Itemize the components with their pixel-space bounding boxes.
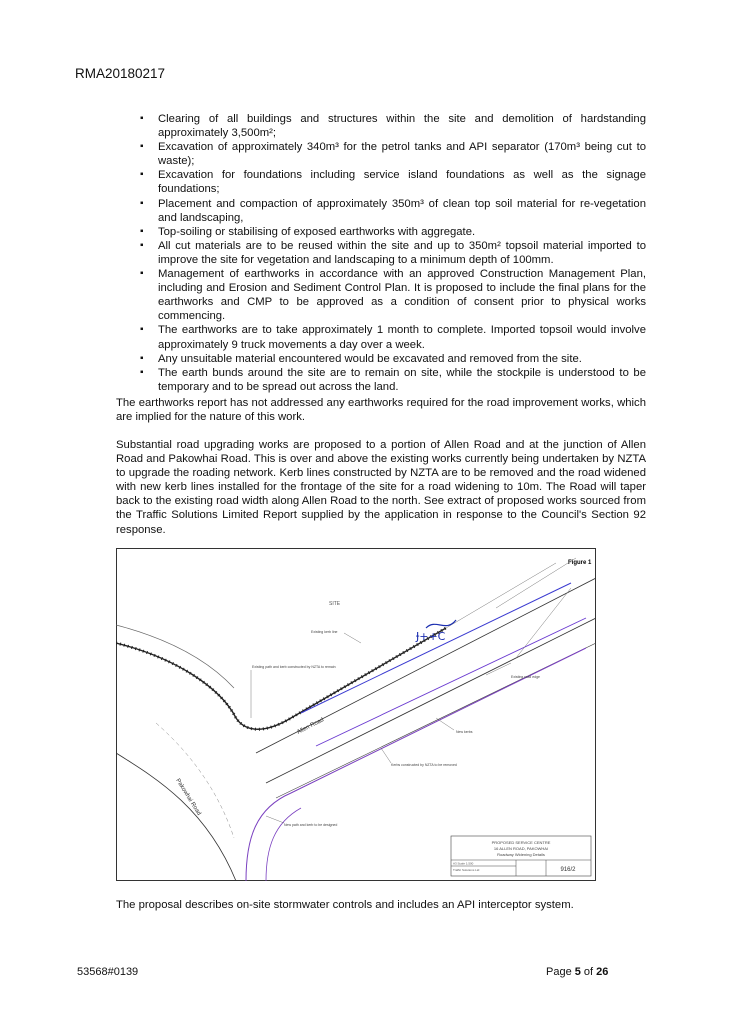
- document-reference: RMA20180217: [75, 66, 166, 81]
- list-item: ▪ Excavation for foundations including service island foundations as well as the signage foundations;: [140, 168, 646, 196]
- earthworks-note-paragraph: The earthworks report has not addressed any earthworks required for the road improvement works, which are implied for the nature of this work.: [116, 397, 646, 424]
- kerbs-removed-annotation: Kerbs constructed by NZTA to be removed: [391, 763, 457, 767]
- title-block-scale: A3 Scale 1:500: [453, 861, 474, 866]
- list-item: ▪ The earthworks are to take approximately 1 month to complete. Imported topsoil would involve approximately 9 truck movements a day over a week.: [140, 323, 646, 351]
- title-block-line3: Roadway Widening Details: [497, 852, 545, 857]
- new-kerbs-annotation: New kerbs: [456, 730, 473, 734]
- existing-kerb-annotation: Existing kerb line: [311, 630, 338, 634]
- list-item: ▪ Any unsuitable material encountered would be excavated and removed from the site.: [140, 352, 646, 366]
- list-item: ▪ The earth bunds around the site are to remain on site, while the stockpile is understood to be temporary and to be spread out across the land.: [140, 366, 646, 394]
- road-plan-drawing: [116, 548, 596, 881]
- page-prefix: Page: [546, 966, 575, 978]
- page-of: of: [580, 966, 597, 978]
- stormwater-paragraph: The proposal describes on-site stormwater controls and includes an API interceptor system.: [116, 899, 574, 911]
- title-block-line2: 16 ALLEN ROAD, PAKOWHAI: [493, 846, 549, 851]
- existing-paths-annotation: Existing path and kerb constructed by NZTA to remain: [252, 665, 336, 669]
- allen-road-label: Allen Road: [296, 717, 326, 736]
- earthworks-bullet-list: [140, 112, 646, 394]
- title-block-company: Traffic Solutions Ltd: [453, 868, 480, 872]
- drawing-number: 916/2: [560, 867, 576, 873]
- existing-road-edge-annotation: Existing road edge: [511, 675, 540, 679]
- figure-label: Figure 1: [568, 560, 592, 566]
- handwritten-mark: Ɉ++С: [416, 630, 446, 643]
- list-item: ▪ Excavation of approximately 340m³ for the petrol tanks and API separator (170m³ being cut to waste);: [140, 140, 646, 168]
- page-current: 5: [574, 966, 581, 978]
- new-paths-annotation: New path and kerb to be designed: [284, 823, 338, 827]
- road-widening-figure: [116, 548, 596, 881]
- title-block-line1: PROPOSED SERVICE CENTRE: [491, 840, 551, 845]
- title-block: [451, 836, 591, 876]
- page-total: 26: [596, 966, 609, 978]
- list-item: ▪ Top-soiling or stabilising of exposed earthworks with aggregate.: [140, 225, 646, 239]
- document-id: 53568#0139: [77, 966, 139, 978]
- list-item: ▪ Placement and compaction of approximately 350m³ of clean top soil material for re-vegetation and landscaping,: [140, 197, 646, 225]
- list-item: ▪ All cut materials are to be reused within the site and up to 350m² topsoil material imported to improve the site for vegetation and landscaping to a minimum depth of 100mm.: [140, 239, 646, 267]
- site-label: SITE: [329, 601, 341, 607]
- page-number: [546, 966, 608, 978]
- list-item: ▪ Management of earthworks in accordance with an approved Construction Management Plan, including and Erosion and Sediment Control Plan. It is proposed to include the final plans for the earthworks and CMP to be approved as a condition of consent prior to physical works commencing.: [140, 267, 646, 323]
- road-works-paragraph: Substantial road upgrading works are proposed to a portion of Allen Road and at the junction of Allen Road and Pakowhai Road. This is over and above the existing works currently being undertaken by NZTA to upgrade the roading network. Kerb lines constructed by NZTA are to be removed and the road widened with new kerb lines installed for the frontage of the site for a road widening to 10m. The Road will taper back to the existing road width along Allen Road to the north. See extract of proposed works sourced from the Traffic Solutions Limited Report supplied by the application in response to the Council's Section 92 response.: [116, 439, 646, 536]
- list-item: ▪ Clearing of all buildings and structures within the site and demolition of hardstanding approximately 3,500m²;: [140, 112, 646, 140]
- pakowhai-road-label: Pakowhai Road: [174, 777, 202, 817]
